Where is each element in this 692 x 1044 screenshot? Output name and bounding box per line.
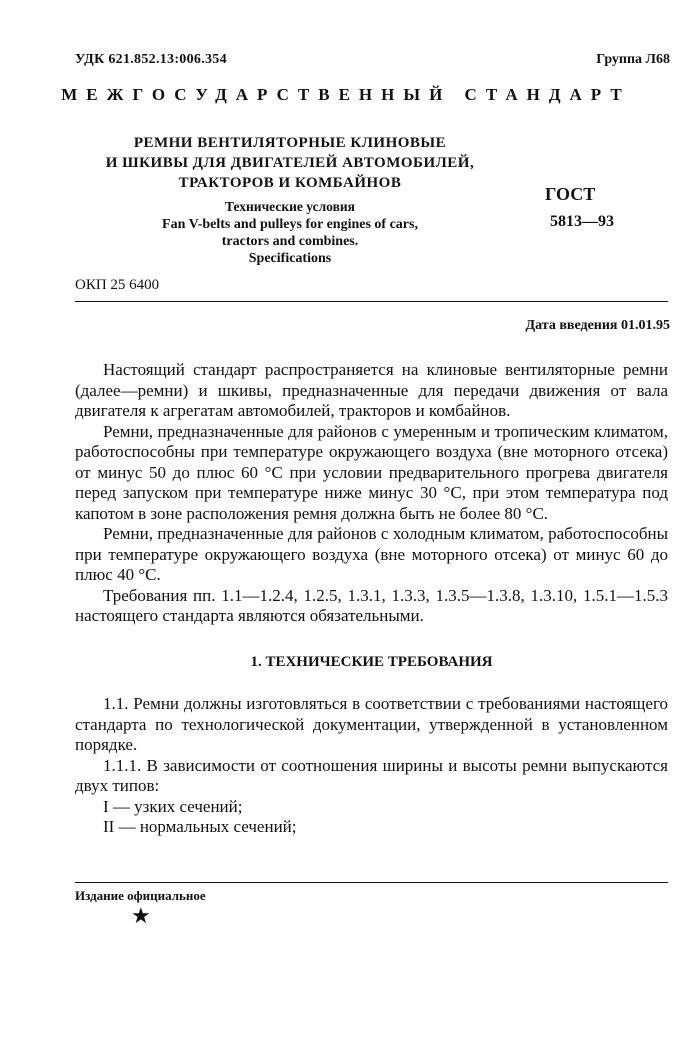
section-heading-technical-requirements: 1. ТЕХНИЧЕСКИЕ ТРЕБОВАНИЯ	[250, 653, 493, 670]
paragraph-temperate-climate: Ремни, предназначенные для районов с умеренным и тропическим климатом, работоспособны при температуре окружающего воздуха (вне моторного отсека) от минус 50 до плюс 60 °С при условии предварительного прогрева двигателя перед запуском при температуре ниже минус 30 °С, при этом температура под капотом в зоне расположения ремня должна быть не более 80 °С.	[75, 421, 668, 523]
footer-divider	[75, 882, 668, 883]
english-title-line-2: tractors and combines.	[221, 234, 359, 249]
gost-label: ГОСТ	[545, 184, 596, 204]
star-icon: ★	[131, 903, 151, 928]
english-title-line-1: Fan V-belts and pulleys for engines of cars,	[162, 217, 418, 232]
title-line-1: РЕМНИ ВЕНТИЛЯТОРНЫЕ КЛИНОВЫЕ	[133, 135, 447, 151]
paragraph-1-1: 1.1. Ремни должны изготовляться в соответствии с требованиями настоящего стандарта по технологической документации, утвержденной в установленном порядке.	[75, 694, 668, 754]
title-line-2: И ШКИВЫ ДЛЯ ДВИГАТЕЛЕЙ АВТОМОБИЛЕЙ,	[105, 155, 475, 171]
group-code: Группа Л68	[596, 52, 670, 67]
paragraph-mandatory-requirements: Требования пп. 1.1—1.2.4, 1.2.5, 1.3.1, 1.3.3, 1.3.5—1.3.8, 1.3.10, 1.5.1—1.5.3 настоящего стандарта являются обязательными.	[75, 585, 668, 625]
paragraph-1-1-1: 1.1.1. В зависимости от соотношения ширины и высоты ремни выпускаются двух типов:	[75, 755, 668, 795]
list-item-type-1: I — узких сечений;	[103, 796, 243, 816]
list-item-type-2: II — нормальных сечений;	[103, 817, 297, 836]
document-title-block	[90, 133, 490, 267]
paragraph-scope: Настоящий стандарт распространяется на клиновые вентиляторные ремни (далее—ремни) и шкивы, предназначенные для передачи движения от вала двигателя к агрегатам автомобилей, тракторов и комбайнов.	[75, 360, 668, 420]
title-line-3: ТРАКТОРОВ И КОМБАЙНОВ	[178, 175, 402, 191]
paragraph-cold-climate: Ремни, предназначенные для районов с холодным климатом, работоспособны при температуре окружающего воздуха (вне моторного отсека) от минус 60 до плюс 40 °С.	[75, 524, 668, 584]
interstate-standard-heading: МЕЖГОСУДАРСТВЕННЫЙ СТАНДАРТ	[61, 85, 631, 104]
udk-code: УДК 621.852.13:006.354	[75, 52, 227, 67]
gost-number: 5813—93	[550, 213, 614, 230]
official-edition-label: Издание официальное	[75, 888, 206, 903]
introduction-date: Дата введения 01.01.95	[525, 318, 670, 333]
document-body	[75, 360, 668, 838]
title-subtitle: Технические условия	[225, 199, 355, 214]
okp-code: ОКП 25 6400	[75, 277, 160, 293]
english-title-line-3: Specifications	[248, 251, 332, 266]
header-divider	[75, 301, 668, 302]
